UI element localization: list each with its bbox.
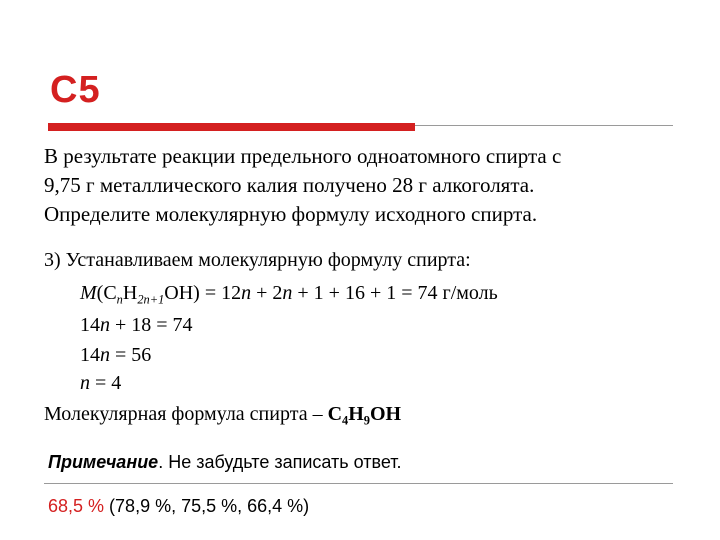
eq1-close: OH) = 12 <box>164 282 242 304</box>
eq3-n: n <box>100 344 110 366</box>
problem-line-1: В результате реакции предельного одноатомного спирта с <box>44 144 562 168</box>
answer-formula <box>327 403 402 428</box>
formula-c-sub: 4 <box>342 413 349 428</box>
eq4-b: = 4 <box>90 372 122 394</box>
result-main: 68,5 % <box>48 496 105 516</box>
result-line <box>48 494 309 518</box>
eq2-a: 14 <box>80 314 100 336</box>
answer-label: Молекулярная формула спирта – <box>44 403 328 425</box>
eq3-b: = 56 <box>110 344 152 366</box>
problem-line-3: Определите молекулярную формулу исходного спирта. <box>44 202 538 226</box>
note-text: . Не забудьте записать ответ. <box>158 452 402 472</box>
result-others: (78,9 %, 75,5 %, 66,4 %) <box>104 496 310 516</box>
slide-title: С5 <box>50 69 101 111</box>
problem-line-2: 9,75 г металлического калия получено 28 г алкоголята. <box>44 173 535 197</box>
eq3-a: 14 <box>80 344 100 366</box>
eq1-sub-n: n <box>116 292 123 307</box>
formula-h: H <box>348 403 364 425</box>
note-label: Примечание <box>48 452 159 472</box>
equation-molar-mass <box>80 279 498 307</box>
eq2-n: n <box>100 314 110 336</box>
eq1-plus2: + 2 <box>251 282 283 304</box>
answer-line <box>44 400 401 428</box>
step-heading: 3) Устанавливаем молекулярную формулу спирта: <box>44 249 471 271</box>
eq1-rest: + 1 + 16 + 1 = 74 г/моль <box>292 282 498 304</box>
equation-4 <box>80 369 121 397</box>
title-divider-line <box>415 125 673 126</box>
molar-mass-symbol: M <box>80 282 97 304</box>
eq1-sub-2n1: 2n+1 <box>137 292 165 307</box>
equation-2 <box>80 311 193 339</box>
eq1-n3: n <box>282 282 293 304</box>
title-accent-bar <box>48 123 415 131</box>
eq2-b: + 18 = 74 <box>110 314 193 336</box>
formula-h-sub: 9 <box>363 413 370 428</box>
problem-statement <box>44 142 684 229</box>
formula-c: C <box>327 403 343 425</box>
eq1-h: H <box>122 282 138 304</box>
eq1-n2: n <box>241 282 252 304</box>
formula-oh: OH <box>370 403 402 425</box>
eq1-open: (C <box>96 282 117 304</box>
eq4-n: n <box>80 372 90 394</box>
note-line <box>48 450 402 474</box>
equation-3 <box>80 341 151 369</box>
bottom-divider-line <box>44 483 673 484</box>
